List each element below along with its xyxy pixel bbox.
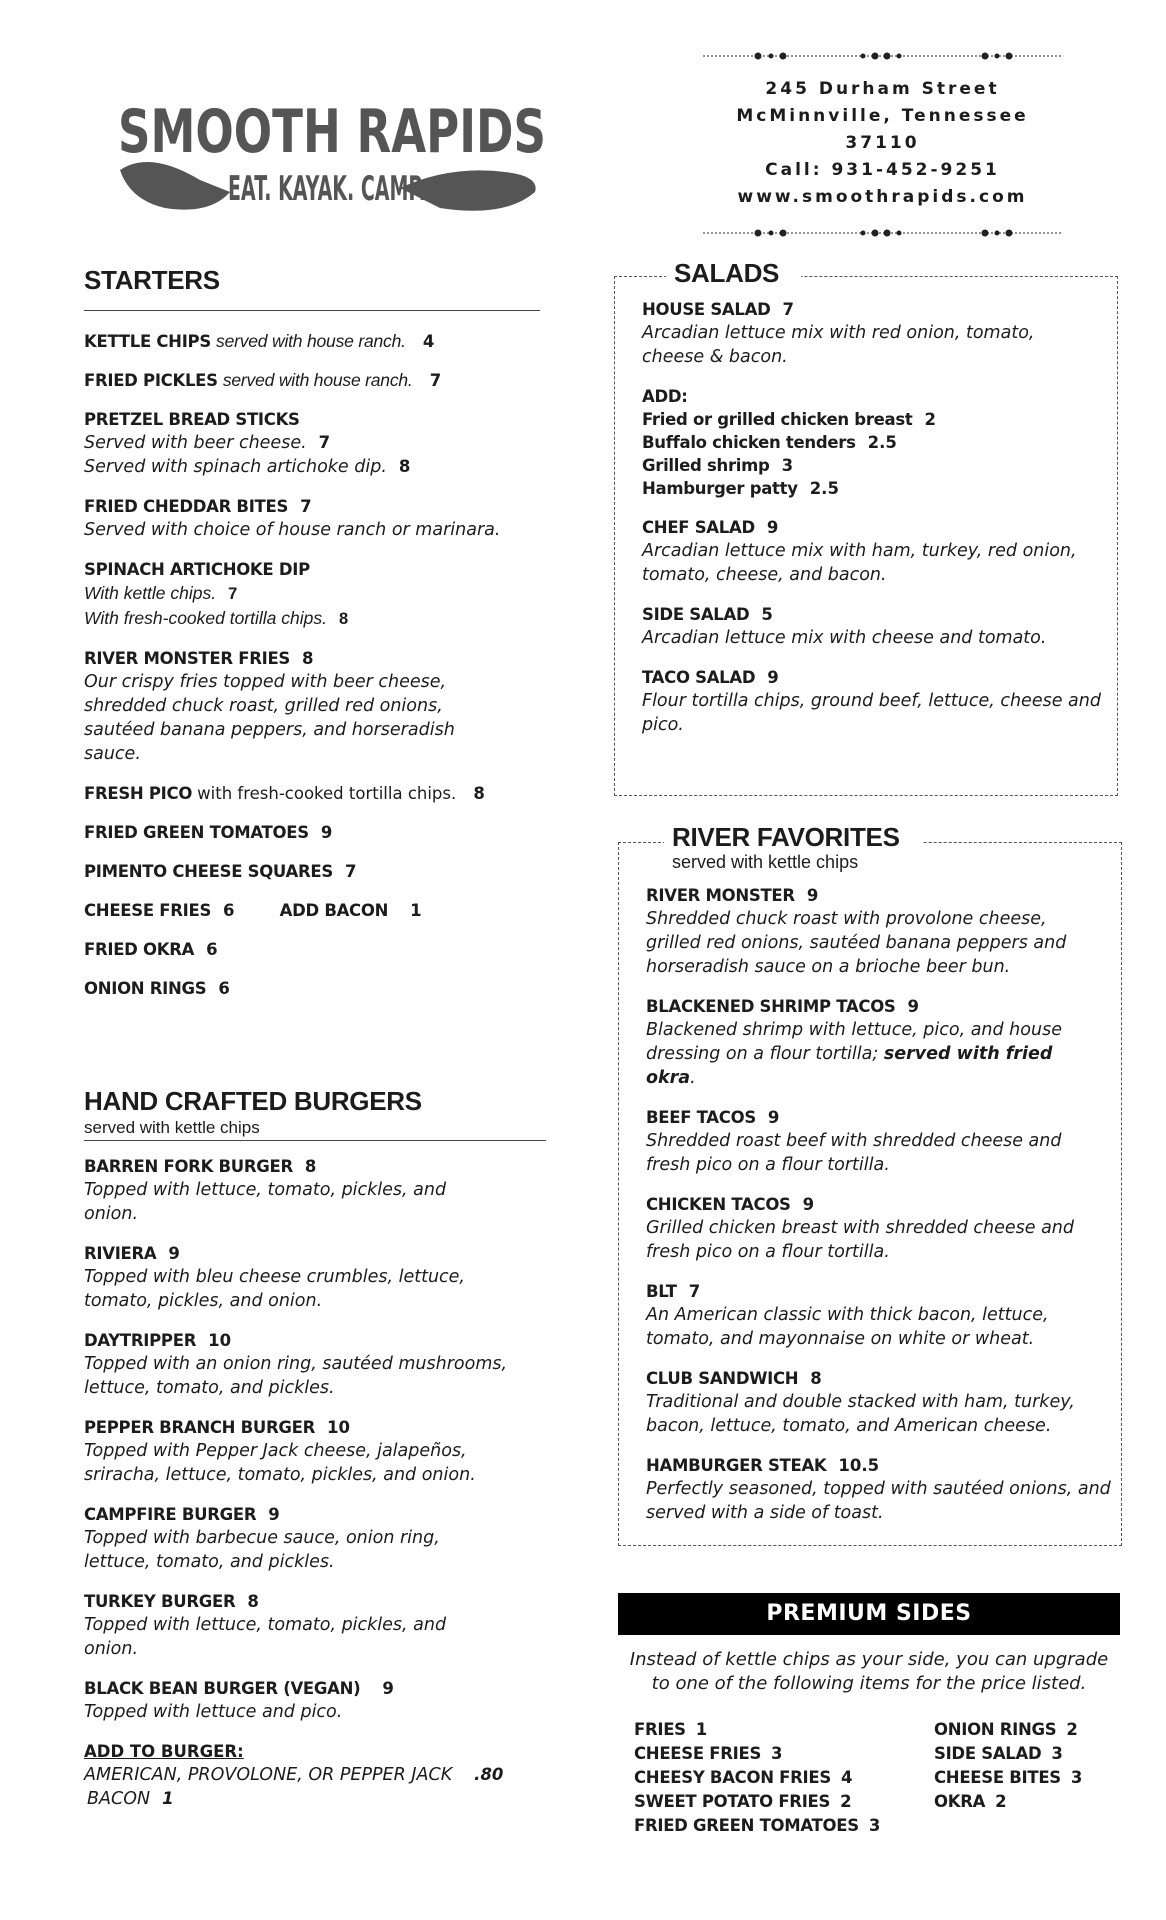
item-price: 9 xyxy=(168,1244,180,1263)
menu-item xyxy=(84,369,554,392)
item-price: 8 xyxy=(302,649,314,668)
item-inline-desc: with fresh-cooked tortilla chips. xyxy=(197,784,457,803)
premium-sides-heading: PREMIUM SIDES xyxy=(618,1593,1120,1635)
addon-option: BACON xyxy=(87,1789,151,1809)
premium-sides-left xyxy=(634,1718,880,1838)
menu-item xyxy=(84,408,554,479)
item-description: Perfectly seasoned, topped with sautéed onions, and served with a side of toast. xyxy=(646,1479,1111,1523)
item-inline-desc: served with house ranch. xyxy=(222,370,413,390)
river-favorites-subtitle: served with kettle chips xyxy=(672,852,859,872)
addon-option-price: 1 xyxy=(162,1789,174,1808)
add-label: ADD: xyxy=(642,387,688,406)
premium-sides-right xyxy=(934,1718,1082,1814)
logo-name: SMOOTH RAPIDS xyxy=(118,97,546,167)
side-name: FRIES xyxy=(634,1720,686,1739)
item-option: Served with spinach artichoke dip. xyxy=(84,457,387,477)
starters-heading: STARTERS xyxy=(84,265,220,295)
item-name: HAMBURGER STEAK xyxy=(646,1456,827,1475)
item-price: 6 xyxy=(218,979,230,998)
ornament-divider-top xyxy=(703,50,1063,62)
item-price: 10 xyxy=(208,1331,232,1350)
addon-price: 1 xyxy=(410,901,422,920)
starters-rule xyxy=(84,310,540,311)
menu-item xyxy=(84,647,554,766)
item-price: 7 xyxy=(782,300,794,319)
item-option-price: 7 xyxy=(318,433,331,452)
item-price: 9 xyxy=(320,823,333,842)
item-description: Traditional and double stacked with ham, turkey, bacon, lettuce, tomato, and American cheese. xyxy=(646,1392,1075,1436)
salad-add-ons xyxy=(642,385,1107,500)
side-item xyxy=(934,1766,1082,1790)
side-name: SWEET POTATO FRIES xyxy=(634,1792,831,1811)
item-name: FRESH PICO xyxy=(84,784,193,803)
contact-address: 245 Durham Street xyxy=(765,79,1000,99)
side-item xyxy=(634,1766,880,1790)
item-name: FRIED CHEDDAR BITES xyxy=(84,497,289,516)
side-name: ONION RINGS xyxy=(934,1720,1057,1739)
item-description: An American classic with thick bacon, lettuce, tomato, and mayonnaise on white or wheat. xyxy=(646,1305,1049,1349)
menu-item xyxy=(84,860,554,883)
addon-option: AMERICAN, PROVOLONE, OR PEPPER JACK xyxy=(84,1765,453,1785)
item-description: Arcadian lettuce mix with ham, turkey, red onion, tomato, cheese, and bacon. xyxy=(642,541,1077,585)
menu-item xyxy=(646,995,1111,1090)
menu-item xyxy=(84,1242,564,1313)
side-item xyxy=(934,1790,1082,1814)
add-on-price: 2.5 xyxy=(867,433,897,452)
menu-item xyxy=(84,821,554,844)
item-description: Topped with lettuce, tomato, pickles, and onion. xyxy=(84,1615,447,1659)
menu-item xyxy=(646,884,1111,979)
item-description: Our crispy fries topped with beer cheese, shredded chuck roast, grilled red onions, sautéed banana peppers, and horseradish sauce. xyxy=(84,672,455,764)
menu-item xyxy=(646,1280,1111,1351)
side-price: 2 xyxy=(1066,1720,1078,1739)
item-description: Topped with Pepper Jack cheese, jalapeños, sriracha, lettuce, tomato, pickles, and onion. xyxy=(84,1441,476,1485)
side-name: FRIED GREEN TOMATOES xyxy=(634,1816,859,1835)
menu-item xyxy=(646,1193,1111,1264)
item-name: ONION RINGS xyxy=(84,979,207,998)
item-price: 9 xyxy=(766,518,779,537)
add-on-price: 2.5 xyxy=(809,479,839,498)
add-on-name: Buffalo chicken tenders xyxy=(642,433,856,452)
item-name: SIDE SALAD xyxy=(642,605,750,624)
item-price: 8 xyxy=(304,1157,317,1176)
item-name: BLT xyxy=(646,1282,677,1301)
item-description: Grilled chicken breast with shredded cheese and fresh pico on a flour tortilla. xyxy=(646,1218,1074,1262)
item-name: PRETZEL BREAD STICKS xyxy=(84,410,300,429)
restaurant-logo xyxy=(110,80,550,220)
item-name: PEPPER BRANCH BURGER xyxy=(84,1418,315,1437)
side-price: 3 xyxy=(868,1816,880,1835)
side-item xyxy=(934,1718,1082,1742)
item-option-price: 7 xyxy=(228,585,238,603)
item-price: 9 xyxy=(382,1679,394,1698)
salads-list xyxy=(642,298,1107,753)
item-description: Served with choice of house ranch or marinara. xyxy=(84,520,501,540)
premium-sides-note: Instead of kettle chips as your side, you can upgrade to one of the following items for the price listed. xyxy=(629,1649,1109,1694)
side-name: CHEESE BITES xyxy=(934,1768,1061,1787)
item-description: Shredded chuck roast with provolone cheese, grilled red onions, sautéed banana peppers and horseradish sauce on a brioche beer bun. xyxy=(646,909,1067,977)
river-favorites-header xyxy=(664,822,922,872)
menu-item xyxy=(642,516,1107,587)
side-price: 3 xyxy=(1051,1744,1063,1763)
menu-item xyxy=(84,782,554,805)
side-price: 2 xyxy=(995,1792,1007,1811)
paddle-left-graphic xyxy=(120,162,230,210)
item-option: With fresh-cooked tortilla chips. xyxy=(84,608,327,628)
side-price: 4 xyxy=(840,1768,853,1787)
menu-item xyxy=(84,1416,564,1487)
item-name: TURKEY BURGER xyxy=(84,1592,236,1611)
menu-item xyxy=(84,1590,564,1661)
item-description-bold: served with fried okra xyxy=(646,1044,1053,1088)
side-name: OKRA xyxy=(934,1792,986,1811)
item-name: RIVER MONSTER xyxy=(646,886,795,905)
ornament-divider-bottom xyxy=(703,227,1063,239)
contact-phone[interactable]: Call: 931-452-9251 xyxy=(765,160,1000,180)
menu-item xyxy=(646,1367,1111,1438)
item-description: Topped with bleu cheese crumbles, lettuce, tomato, pickles, and onion. xyxy=(84,1267,465,1311)
item-name: CLUB SANDWICH xyxy=(646,1369,799,1388)
contact-city: McMinnville, Tennessee 37110 xyxy=(736,106,1029,153)
item-price: 8 xyxy=(247,1592,259,1611)
item-description: Topped with an onion ring, sautéed mushrooms, lettuce, tomato, and pickles. xyxy=(84,1354,508,1398)
add-to-burger xyxy=(84,1740,564,1811)
menu-item xyxy=(642,298,1107,369)
side-item xyxy=(634,1742,880,1766)
item-name: KETTLE CHIPS xyxy=(84,332,211,351)
item-description: Topped with barbecue sauce, onion ring, lettuce, tomato, and pickles. xyxy=(84,1528,440,1572)
menu-item xyxy=(84,977,554,1000)
salads-heading: SALADS xyxy=(666,258,801,288)
item-name: DAYTRIPPER xyxy=(84,1331,197,1350)
item-description: Arcadian lettuce mix with red onion, tomato, cheese & bacon. xyxy=(642,323,1035,367)
item-price: 9 xyxy=(806,886,819,905)
item-price: 6 xyxy=(206,940,218,959)
item-name: TACO SALAD xyxy=(642,668,756,687)
side-item xyxy=(634,1814,880,1838)
item-name: RIVER MONSTER FRIES xyxy=(84,649,291,668)
item-name: CHEESE FRIES xyxy=(84,901,212,920)
menu-item xyxy=(646,1106,1111,1177)
menu-item xyxy=(646,1454,1111,1525)
burgers-subtitle: served with kettle chips xyxy=(84,1118,260,1137)
item-price: 6 xyxy=(223,901,235,920)
side-name: SIDE SALAD xyxy=(934,1744,1042,1763)
menu-item xyxy=(84,1155,564,1226)
item-description: Shredded roast beef with shredded cheese and fresh pico on a flour tortilla. xyxy=(646,1131,1062,1175)
add-on-name: Grilled shrimp xyxy=(642,456,770,475)
item-price: 7 xyxy=(429,371,442,390)
contact-website[interactable]: www.smoothrapids.com xyxy=(737,187,1028,207)
side-item xyxy=(934,1742,1082,1766)
item-description: Arcadian lettuce mix with cheese and tomato. xyxy=(642,628,1047,648)
item-name: PIMENTO CHEESE SQUARES xyxy=(84,862,333,881)
item-price: 7 xyxy=(300,497,312,516)
item-description-text: Blackened shrimp with lettuce, pico, and house dressing on a flour tortilla; xyxy=(646,1020,1062,1064)
menu-item xyxy=(84,938,554,961)
item-price: 8 xyxy=(810,1369,822,1388)
item-name: BLACKENED SHRIMP TACOS xyxy=(646,997,896,1016)
side-price: 3 xyxy=(771,1744,783,1763)
add-on-name: Fried or grilled chicken breast xyxy=(642,410,913,429)
item-option-price: 8 xyxy=(398,457,411,476)
item-price: 9 xyxy=(767,1108,780,1127)
menu-item xyxy=(84,1677,564,1724)
menu-item xyxy=(642,666,1107,737)
side-item xyxy=(634,1790,880,1814)
item-price: 8 xyxy=(473,784,485,803)
item-price: 5 xyxy=(761,605,773,624)
item-price: 9 xyxy=(907,997,919,1016)
item-description-end: . xyxy=(690,1068,696,1088)
item-name: FRIED OKRA xyxy=(84,940,195,959)
menu-item xyxy=(84,1329,564,1400)
add-on-name: Hamburger patty xyxy=(642,479,798,498)
item-option-price: 8 xyxy=(339,610,349,628)
side-name: CHEESY BACON FRIES xyxy=(634,1768,831,1787)
burgers-rule xyxy=(84,1140,546,1141)
item-description: Topped with lettuce, tomato, pickles, and onion. xyxy=(84,1180,447,1224)
side-price: 2 xyxy=(840,1792,852,1811)
item-option: With kettle chips. xyxy=(84,583,217,603)
item-name: SPINACH ARTICHOKE DIP xyxy=(84,560,310,579)
item-name: FRIED GREEN TOMATOES xyxy=(84,823,309,842)
menu-item xyxy=(642,603,1107,650)
item-price: 9 xyxy=(268,1505,280,1524)
menu-item xyxy=(84,330,554,353)
item-name: CAMPFIRE BURGER xyxy=(84,1505,257,1524)
starters-list xyxy=(84,330,554,1016)
item-price: 4 xyxy=(422,332,435,351)
item-inline-desc: served with house ranch. xyxy=(216,331,406,351)
side-name: CHEESE FRIES xyxy=(634,1744,762,1763)
add-to-burger-title: ADD TO BURGER: xyxy=(84,1742,244,1761)
menu-item xyxy=(84,1503,564,1574)
menu-item xyxy=(84,899,554,922)
side-item xyxy=(634,1718,880,1742)
burgers-heading: HAND CRAFTED BURGERS xyxy=(84,1086,422,1116)
item-name: CHICKEN TACOS xyxy=(646,1195,791,1214)
side-price: 3 xyxy=(1070,1768,1083,1787)
item-name: BLACK BEAN BURGER (VEGAN) xyxy=(84,1679,361,1698)
burgers-list xyxy=(84,1155,564,1811)
side-price: 1 xyxy=(695,1720,707,1739)
item-name: RIVIERA xyxy=(84,1244,157,1263)
item-description xyxy=(646,1018,1106,1090)
item-description: Flour tortilla chips, ground beef, lettuce, cheese and pico. xyxy=(642,691,1101,735)
addon-option-price: .80 xyxy=(474,1765,504,1784)
logo-tagline: EAT. KAYAK. CAMP. xyxy=(228,169,426,209)
menu-item xyxy=(84,558,554,631)
item-price: 7 xyxy=(344,862,357,881)
item-price: 7 xyxy=(688,1282,701,1301)
add-on-price: 3 xyxy=(781,456,794,475)
item-name: FRIED PICKLES xyxy=(84,371,218,390)
item-name: CHEF SALAD xyxy=(642,518,755,537)
item-name: BEEF TACOS xyxy=(646,1108,756,1127)
item-price: 10 xyxy=(327,1418,350,1437)
menu-item xyxy=(84,495,554,542)
river-favorites-list xyxy=(646,884,1111,1541)
contact-block xyxy=(695,50,1070,239)
item-option: Served with beer cheese. xyxy=(84,433,307,453)
item-name: BARREN FORK BURGER xyxy=(84,1157,293,1176)
add-on-price: 2 xyxy=(924,410,936,429)
item-price: 9 xyxy=(767,668,779,687)
item-description: Topped with lettuce and pico. xyxy=(84,1702,343,1722)
item-price: 9 xyxy=(802,1195,815,1214)
item-name: HOUSE SALAD xyxy=(642,300,771,319)
item-price: 10.5 xyxy=(838,1456,880,1475)
river-favorites-heading: RIVER FAVORITES xyxy=(672,822,900,852)
addon-name: ADD BACON xyxy=(279,901,389,920)
